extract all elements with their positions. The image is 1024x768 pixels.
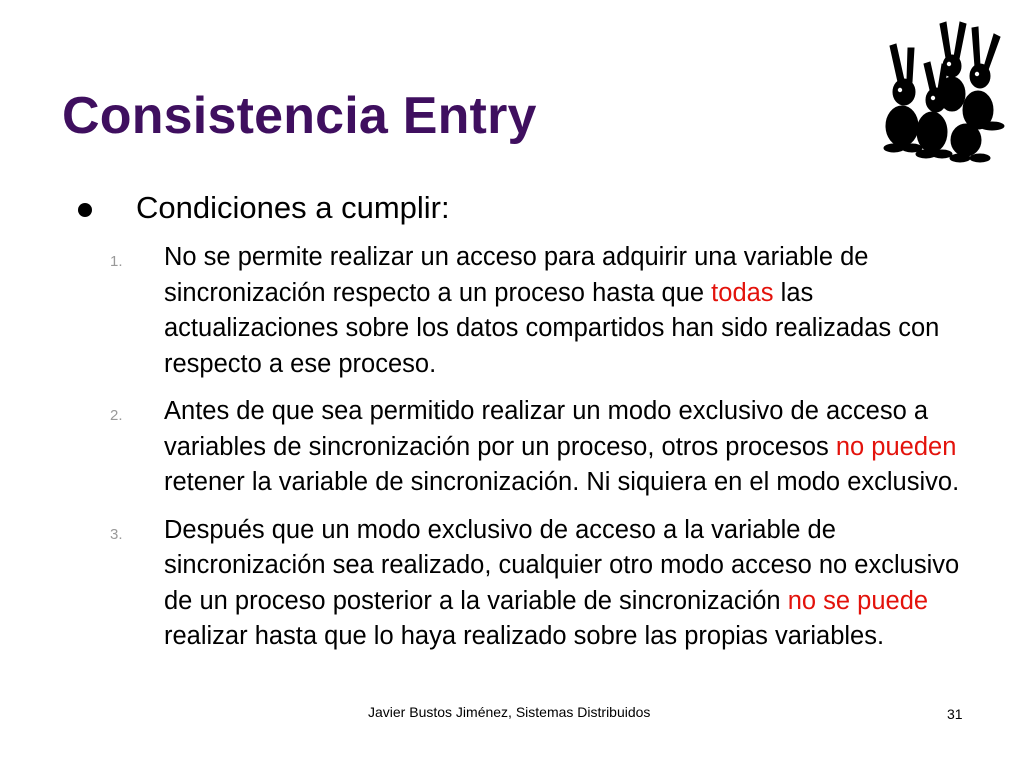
condition-text: retener la variable de sincronización. Ni siquiera en el modo exclusivo. (164, 468, 960, 496)
bullet-text: Condiciones a cumplir: (136, 190, 450, 225)
condition-item (110, 513, 980, 655)
condition-text: realizar hasta que lo haya realizado sobre las propias variables. (164, 622, 885, 650)
condition-highlight: no se puede (787, 586, 929, 615)
condition-highlight: no pueden (835, 432, 957, 461)
condition-text: las actualizaciones sobre los datos compartidos han sido realizadas con respecto a ese proceso. (164, 278, 940, 378)
conditions-list (110, 240, 980, 667)
condition-item (110, 240, 980, 382)
condition-text: No se permite realizar un acceso para adquirir una variable de sincronización respecto a un proceso hasta que (164, 243, 869, 307)
page-number: 31 (947, 706, 963, 722)
condition-item (110, 394, 980, 501)
condition-number: 3. (110, 525, 123, 543)
slide-title: Consistencia Entry (62, 87, 537, 145)
condition-highlight: todas (711, 278, 774, 307)
main-bullet (78, 190, 450, 226)
condition-number: 2. (110, 407, 123, 424)
condition-text: Antes de que sea permitido realizar un modo exclusivo de acceso a variables de sincronización por un proceso, otros procesos (164, 397, 929, 461)
condition-number: 1. (110, 253, 123, 270)
slide-footer: Javier Bustos Jiménez, Sistemas Distribuidos (368, 704, 651, 720)
rabbits-group-icon (880, 14, 1012, 164)
condition-text: Después que un modo exclusivo de acceso a la variable de sincronización sea realizado, cualquier otro modo acceso no exclusivo de un proceso posterior a la variable de sincronización (164, 515, 960, 615)
bullet-dot (78, 203, 92, 217)
